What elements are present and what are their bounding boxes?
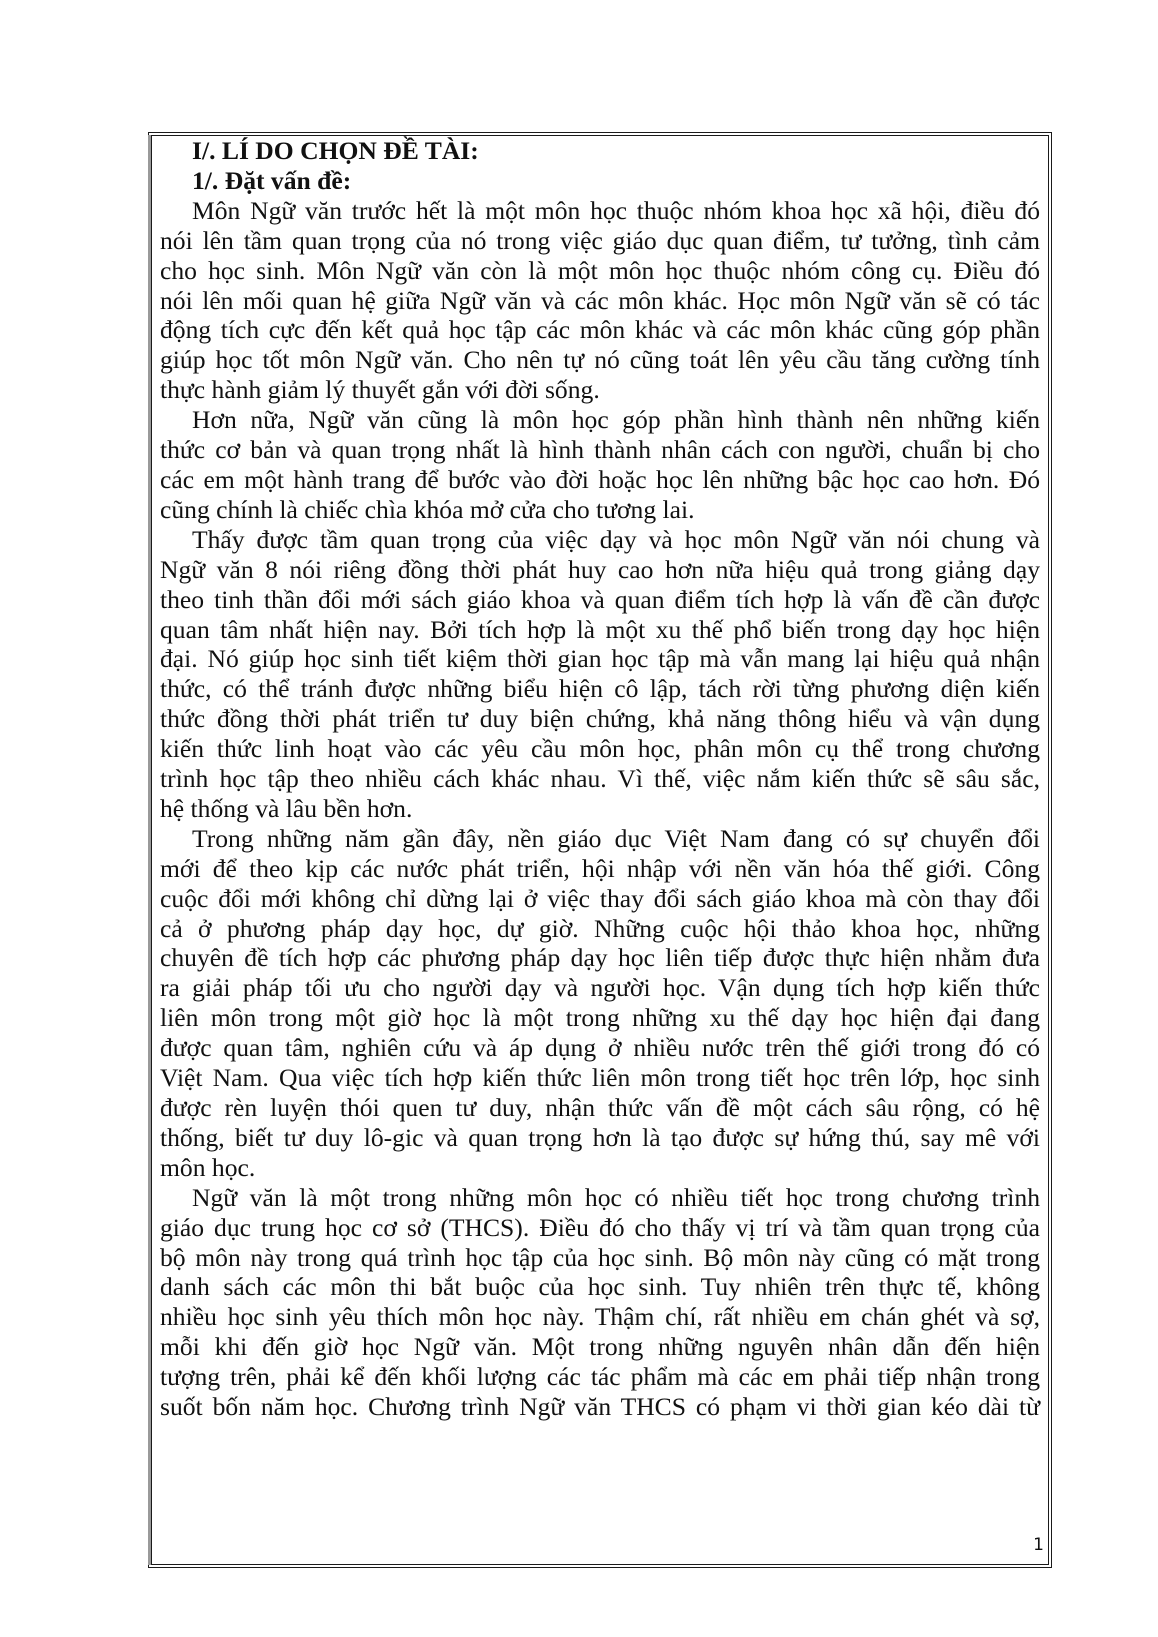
- text-line: trình học tập theo nhiều cách khác nhau. Vì thế, việc nắm kiến thức sẽ sâu sắc,: [160, 764, 1040, 794]
- paragraph: [160, 824, 1040, 1183]
- section-heading: I/. LÍ DO CHỌN ĐỀ TÀI:: [192, 136, 479, 165]
- text-line: được quan tâm, nghiên cứu và áp dụng ở nhiều nước trên thế giới trong đó có: [160, 1033, 1040, 1063]
- text-line: nói lên tầm quan trọng của nó trong việc giáo dục quan điểm, tư tưởng, tình cảm: [160, 225, 1040, 255]
- text-line: Môn Ngữ văn trước hết là một môn học thuộc nhóm khoa học xã hội, điều đó: [192, 195, 1040, 225]
- paragraph: [160, 196, 1040, 405]
- text-line: suốt bốn năm học. Chương trình Ngữ văn THCS có phạm vi thời gian kéo dài từ: [160, 1392, 1040, 1422]
- page-number: 1: [1033, 1535, 1044, 1555]
- text-line: Trong những năm gần đây, nền giáo dục Việt Nam đang có sự chuyển đổi: [192, 823, 1040, 853]
- paragraph: [160, 1183, 1040, 1422]
- text-line: đại. Nó giúp học sinh tiết kiệm thời gian học tập mà vẫn mang lại hiệu quả nhận: [160, 644, 1040, 674]
- paragraph: [160, 405, 1040, 525]
- text-line: ra giải pháp tối ưu cho người dạy và người học. Vận dụng tích hợp kiến thức: [160, 973, 1040, 1003]
- text-line: mỗi khi đến giờ học Ngữ văn. Một trong những nguyên nhân dẫn đến hiện: [160, 1332, 1040, 1362]
- text-line: thống, biết tư duy lô-gic và quan trọng hơn là tạo được sự hứng thú, say mê với: [160, 1122, 1040, 1152]
- text-line: Thấy được tầm quan trọng của việc dạy và học môn Ngữ văn nói chung và: [192, 524, 1040, 554]
- paragraph: [160, 525, 1040, 824]
- text-line: môn học.: [160, 1152, 256, 1182]
- subsection-heading: 1/. Đặt vấn đề:: [192, 165, 352, 195]
- text-line: Việt Nam. Qua việc tích hợp kiến thức liên môn trong tiết học trên lớp, học sinh: [160, 1063, 1040, 1093]
- text-line: được rèn luyện thói quen tư duy, nhận thức vấn đề một cách sâu rộng, có hệ: [160, 1093, 1040, 1122]
- text-line: theo tinh thần đổi mới sách giáo khoa và quan điểm tích hợp là vấn đề cần được: [160, 584, 1040, 614]
- text-line: mới để theo kịp các nước phát triển, hội nhập với nền văn hóa thế giới. Công: [160, 853, 1040, 883]
- text-line: thức đồng thời phát triển tư duy biện chứng, khả năng thông hiểu và vận dụng: [160, 704, 1040, 734]
- text-line: thực hành giảm lý thuyết gắn với đời sống.: [160, 375, 600, 405]
- text-line: bộ môn này trong quá trình học tập của học sinh. Bộ môn này cũng có mặt trong: [160, 1242, 1040, 1272]
- text-line: Ngữ văn 8 nói riêng đồng thời phát huy cao hơn nữa hiệu quả trong giảng dạy: [160, 554, 1040, 584]
- text-line: động tích cực đến kết quả học tập các môn khác và các môn khác cũng góp phần: [160, 315, 1040, 345]
- text-line: nói lên mối quan hệ giữa Ngữ văn và các môn khác. Học môn Ngữ văn sẽ có tác: [160, 285, 1040, 315]
- text-line: giúp học tốt môn Ngữ văn. Cho nên tự nó cũng toát lên yêu cầu tăng cường tính: [160, 345, 1040, 375]
- text-line: Hơn nữa, Ngữ văn cũng là môn học góp phần hình thành nên những kiến: [192, 405, 1040, 435]
- document-body: [160, 136, 1040, 1422]
- text-line: kiến thức linh hoạt vào các yêu cầu môn học, phân môn cụ thể trong chương: [160, 734, 1040, 764]
- text-line: thức cơ bản và quan trọng nhất là hình thành nhân cách con người, chuẩn bị cho: [160, 435, 1040, 465]
- text-line: liên môn trong một giờ học là một trong những xu thế dạy học hiện đại đang: [160, 1003, 1040, 1033]
- text-line: cuộc đổi mới không chỉ dừng lại ở việc thay đổi sách giáo khoa mà còn thay đổi: [160, 883, 1040, 913]
- text-line: Ngữ văn là một trong những môn học có nhiều tiết học trong chương trình: [192, 1182, 1040, 1212]
- text-line: cả ở phương pháp dạy học, dự giờ. Những cuộc hội thảo khoa học, những: [160, 913, 1040, 943]
- text-line: cho học sinh. Môn Ngữ văn còn là một môn học thuộc nhóm công cụ. Điều đó: [160, 255, 1040, 285]
- text-line: thức, có thể tránh được những biểu hiện cô lập, tách rời từng phương diện kiến: [160, 674, 1040, 704]
- text-line: nhiều học sinh yêu thích môn học này. Thậm chí, rất nhiều em chán ghét và sợ,: [160, 1302, 1040, 1332]
- text-line: cũng chính là chiếc chìa khóa mở cửa cho tương lai.: [160, 494, 695, 524]
- text-line: danh sách các môn thi bắt buộc của học sinh. Tuy nhiên trên thực tế, không: [160, 1272, 1040, 1302]
- text-line: hệ thống và lâu bền hơn.: [160, 793, 413, 823]
- text-line: giáo dục trung học cơ sở (THCS). Điều đó cho thấy vị trí và tầm quan trọng của: [160, 1212, 1040, 1242]
- text-line: quan tâm nhất hiện nay. Bởi tích hợp là một xu thế phổ biến trong dạy học hiện: [160, 614, 1040, 644]
- text-line: tượng trên, phải kể đến khối lượng các tác phẩm mà các em phải tiếp nhận trong: [160, 1362, 1040, 1392]
- paragraphs-container: [160, 196, 1040, 1422]
- text-line: chuyên đề tích hợp các phương pháp dạy học liên tiếp được thực hiện nhằm đưa: [160, 943, 1040, 973]
- text-line: các em một hành trang để bước vào đời hoặc học lên những bậc học cao hơn. Đó: [160, 464, 1040, 494]
